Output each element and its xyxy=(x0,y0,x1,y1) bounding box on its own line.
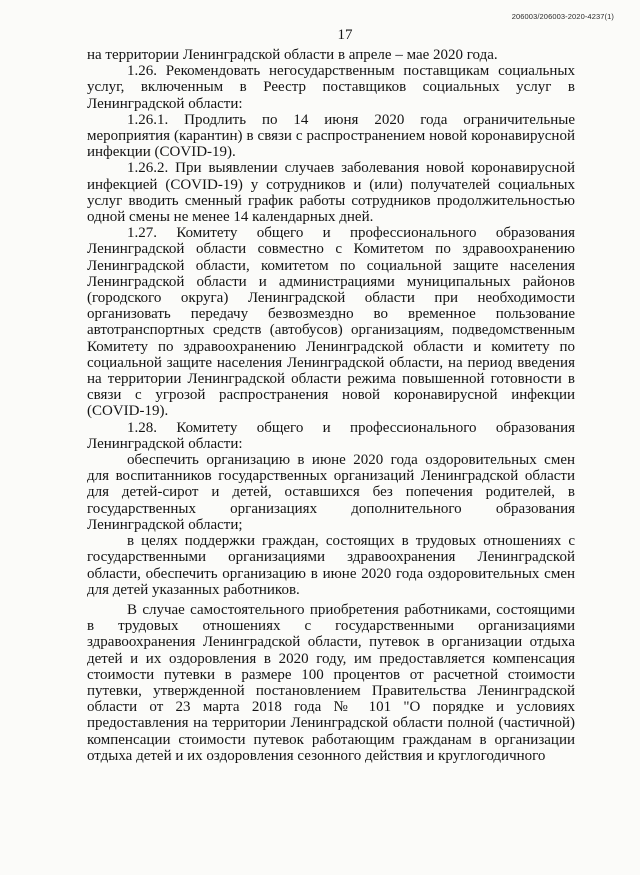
document-code: 206003/206003-2020-4237(1) xyxy=(511,12,614,21)
page-number: 17 xyxy=(337,27,353,43)
paragraph-summer-shifts-orphans: обеспечить организацию в июне 2020 года оздоровительных смен для воспитанников государственных организаций Ленинградской области для детей-сирот и детей, оставшихся без попечения родителей, в государственных организациях дополнительного образования Ленинградской области; xyxy=(87,452,575,533)
paragraph-voucher-compensation: В случае самостоятельного приобретения работниками, состоящими в трудовых отношениях с государственными организациями здравоохранения Ленинградской области, путевок в организации отдыха детей и их оздоровления в 2020 году, им предоставляется компенсация стоимости путевки в размере 100 процентов от расчетной стоимости путевки, утвержденной постановлением Правительства Ленинградской области от 23 марта 2018 года № 101 "О порядке и условиях предоставления на территории Ленинградской области полной (частичной) компенсации стоимости путевок работающим гражданам в организации отдыха детей и их оздоровления сезонного действия и круглогодичного xyxy=(87,601,575,764)
paragraph-1-26-1: 1.26.1. Продлить по 14 июня 2020 года ограничительные мероприятия (карантин) в связи с распространением новой коронавирусной инфекции (COVID-19). xyxy=(87,111,575,161)
paragraph-summer-shifts-health-workers: в целях поддержки граждан, состоящих в трудовых отношениях с государственными организациями здравоохранения Ленинградской области, обеспечить организацию в июне 2020 года оздоровительных смен для детей указанных работников. xyxy=(87,533,575,598)
paragraph-1-26-2: 1.26.2. При выявлении случаев заболевания новой коронавирусной инфекцией (COVID-19) у сотрудников и (или) получателей социальных услуг вводить сменный график работы сотрудников продолжительностью одной смены не менее 14 календарных дней. xyxy=(87,160,575,226)
paragraph-1-27: 1.27. Комитету общего и профессионального образования Ленинградской области совместно с Комитетом по здравоохранению Ленинградской области, комитетом по социальной защите населения Ленинградской области и администрациями муниципальных районов (городского округа) Ленинградской области при необходимости организовать передачу безвозмездно во временное пользование автотранспортных средств (автобусов) организациям, подведомственным Комитету по здравоохранению Ленинградской области и комитету по социальной защите населения Ленинградской области, на период введения на территории Ленинградской области режима повышенной готовности в связи с угрозой распространения новой коронавирусной инфекции (COVID-19). xyxy=(87,225,575,420)
paragraph-continuation: на территории Ленинградской области в апреле – мае 2020 года. xyxy=(87,47,498,63)
paragraph-1-28: 1.28. Комитету общего и профессионального образования Ленинградской области: xyxy=(87,419,575,452)
paragraph-1-26: 1.26. Рекомендовать негосударственным поставщикам социальных услуг, включенным в Реестр поставщиков социальных услуг в Ленинградской области: xyxy=(87,63,575,112)
document-body xyxy=(87,47,575,764)
